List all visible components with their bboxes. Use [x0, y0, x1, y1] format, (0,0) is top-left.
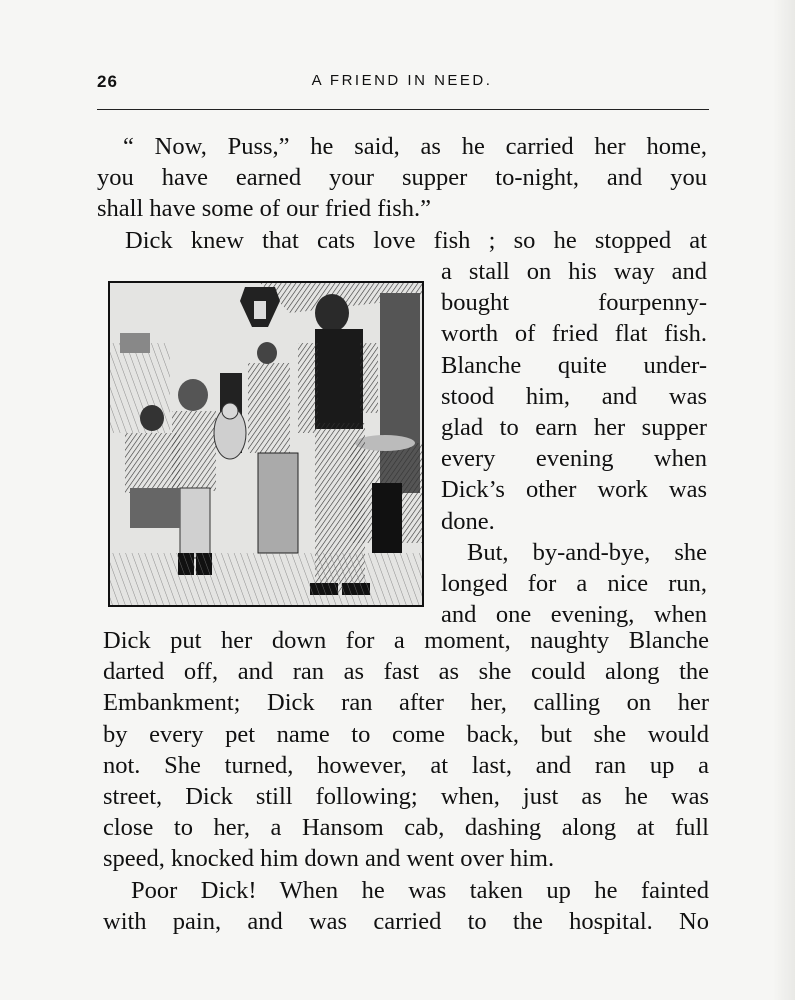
text-line: worth of fried flat fish.: [441, 320, 707, 348]
text-line: close to her, a Hansom cab, dashing along at full: [103, 814, 709, 842]
illustration: [108, 281, 424, 607]
text-line: Blanche quite under-: [441, 351, 707, 379]
text-line: with pain, and was carried to the hospital. No: [103, 907, 709, 935]
text-line: bought fourpenny-: [441, 289, 707, 317]
text-block-top: [97, 131, 707, 256]
text-line: longed for a nice run,: [441, 570, 707, 598]
text-line: shall have some of our fried fish.”: [97, 195, 432, 223]
text-line: Dick’s other work was: [441, 476, 707, 504]
text-line: every evening when: [441, 445, 707, 473]
text-line: Poor Dick! When he was taken up he fainted: [131, 876, 709, 904]
text-line: But, by-and-bye, she: [467, 538, 707, 566]
text-line: “ Now, Puss,” he said, as he carried her home,: [123, 133, 707, 160]
text-line: done.: [441, 507, 495, 535]
text-line: Dick put her down for a moment, naughty Blanche: [103, 627, 709, 654]
page-number: 26: [97, 72, 118, 91]
text-line: not. She turned, however, at last, and ran up a: [103, 751, 709, 779]
text-line: street, Dick still following; when, just as he was: [103, 783, 709, 811]
text-line: stood him, and was: [441, 382, 707, 410]
text-line: darted off, and ran as fast as she could along the: [103, 658, 709, 686]
text-line: Embankment; Dick ran after her, calling on her: [103, 689, 709, 717]
running-title: A FRIEND IN NEED.: [311, 72, 493, 89]
text-line: Dick knew that cats love fish ; so he stopped at: [125, 226, 707, 254]
text-line: you have earned your supper to-night, and you: [97, 164, 707, 192]
text-line: glad to earn her supper: [441, 414, 707, 442]
page-header: [97, 72, 707, 98]
text-line: and one evening, when: [441, 601, 707, 629]
text-line: speed, knocked him down and went over him.: [103, 845, 555, 873]
page-edge: [773, 0, 795, 1000]
text-block-bottom: [103, 625, 709, 937]
text-block-side: [441, 256, 707, 630]
header-rule: [97, 109, 709, 110]
text-line: a stall on his way and: [441, 258, 707, 285]
text-line: by every pet name to come back, but she would: [103, 720, 709, 748]
